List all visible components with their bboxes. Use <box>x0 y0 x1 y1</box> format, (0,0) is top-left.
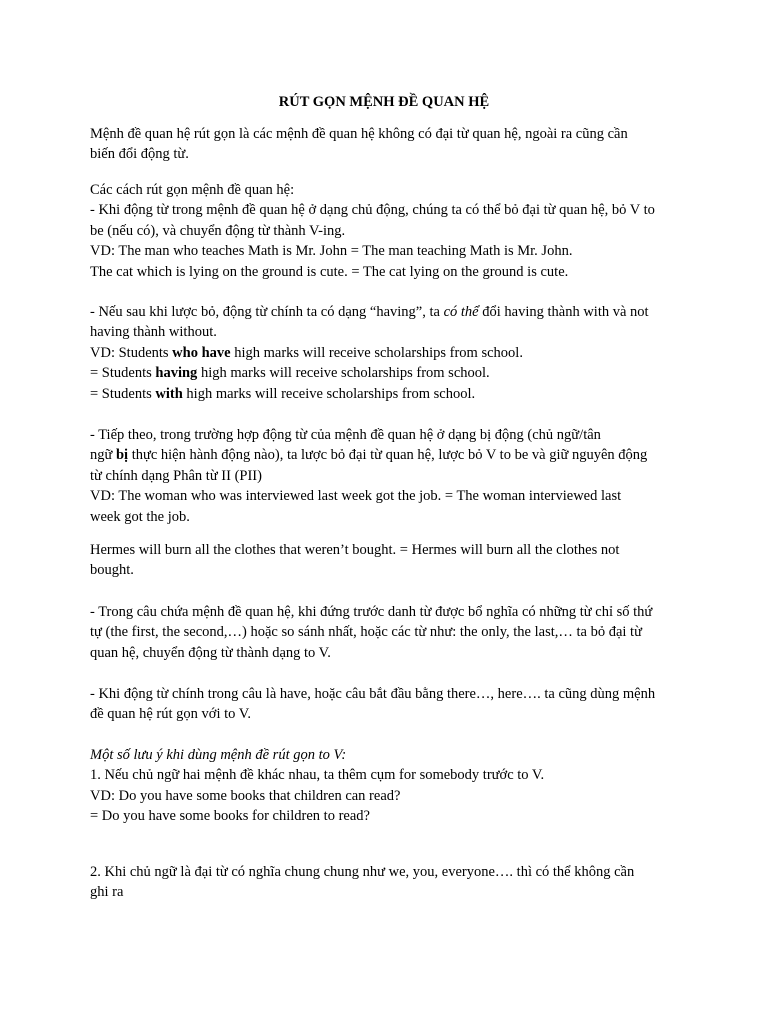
text-line: = Do you have some books for children to read? <box>90 808 370 825</box>
section-having <box>90 302 690 404</box>
text-line: biến đổi động từ. <box>90 146 189 163</box>
intro-paragraph <box>90 124 690 165</box>
text-line: Mệnh đề quan hệ rút gọn là các mệnh đề quan hệ không có đại từ quan hệ, ngoài ra cũng cần <box>90 126 628 142</box>
bold-text: with <box>155 385 183 402</box>
text-line: The cat which is lying on the ground is cute. = The cat lying on the ground is cute. <box>90 263 569 280</box>
text-line: Các cách rút gọn mệnh đề quan hệ: <box>90 182 295 198</box>
text-line: having thành without. <box>90 324 217 341</box>
text-line: bought. <box>90 562 134 579</box>
text-line: - Khi động từ trong mệnh đề quan hệ ở dạng chủ động, chúng ta có thể bỏ đại từ quan hệ, bỏ V to <box>90 202 655 219</box>
text-line: = Students having high marks will receive scholarships from school. <box>90 365 490 382</box>
text-line: tự (the first, the second,…) hoặc so sánh nhất, hoặc các từ như: the only, the last,… ta bỏ đại từ <box>90 624 642 641</box>
bold-text: bị <box>115 447 129 464</box>
text-line: - Tiếp theo, trong trường hợp động từ của mệnh đề quan hệ ở dạng bị động (chủ ngữ/tân <box>90 427 601 443</box>
text-line: - Khi động từ chính trong câu là have, hoặc câu bắt đầu bằng there…, here…. ta cũng dùng mệnh <box>90 686 656 702</box>
section-active-voice <box>90 180 690 282</box>
example-paragraph <box>90 540 690 581</box>
section-general-subject <box>90 862 690 903</box>
section-notes <box>90 745 690 827</box>
bold-text: having <box>155 365 198 382</box>
text-line: đề quan hệ rút gọn với to V. <box>90 706 251 723</box>
text-line: - Nếu sau khi lược bỏ, động từ chính ta có dạng “having”, ta có thể đổi having thành with và not <box>90 304 649 320</box>
section-ordinal <box>90 602 690 663</box>
notes-heading: Một số lưu ý khi dùng mệnh đề rút gọn to V: <box>90 747 347 763</box>
text-line: be (nếu có), và chuyển động từ thành V-ing. <box>90 222 346 239</box>
text-line: week got the job. <box>90 508 190 525</box>
bold-text: who have <box>172 344 231 361</box>
text-line: VD: The man who teaches Math is Mr. John = The man teaching Math is Mr. John. <box>90 243 573 260</box>
text-line: VD: Do you have some books that children can read? <box>90 787 401 804</box>
text-line: VD: Students who have high marks will receive scholarships from school. <box>90 344 523 361</box>
text-line: ghi ra <box>90 884 124 901</box>
section-passive-voice <box>90 425 690 527</box>
text-line: = Students with high marks will receive scholarships from school. <box>90 385 476 402</box>
text-line: ngữ bị thực hiện hành động nào), ta lược bỏ đại từ quan hệ, lược bỏ V to be và giữ nguyên động <box>90 447 648 464</box>
text-line: từ chính dạng Phân từ II (PII) <box>90 467 262 484</box>
page-title: RÚT GỌN MỆNH ĐỀ QUAN HỆ <box>278 94 490 110</box>
text-line: 1. Nếu chủ ngữ hai mệnh đề khác nhau, ta thêm cụm for somebody trước to V. <box>90 767 545 784</box>
text-line: VD: The woman who was interviewed last week got the job. = The woman interviewed last <box>90 488 622 505</box>
text-line: quan hệ, chuyển động từ thành dạng to V. <box>90 644 331 661</box>
text-line: 2. Khi chủ ngữ là đại từ có nghĩa chung chung như we, you, everyone…. thì có thể không cần <box>90 864 635 880</box>
text-line: - Trong câu chứa mệnh đề quan hệ, khi đứng trước danh từ được bổ nghĩa có những từ chỉ số thứ <box>90 604 653 620</box>
text-line: Hermes will burn all the clothes that weren’t bought. = Hermes will burn all the clothes not <box>90 542 620 558</box>
section-have-there <box>90 684 690 725</box>
italic-text: có thể <box>443 304 479 320</box>
